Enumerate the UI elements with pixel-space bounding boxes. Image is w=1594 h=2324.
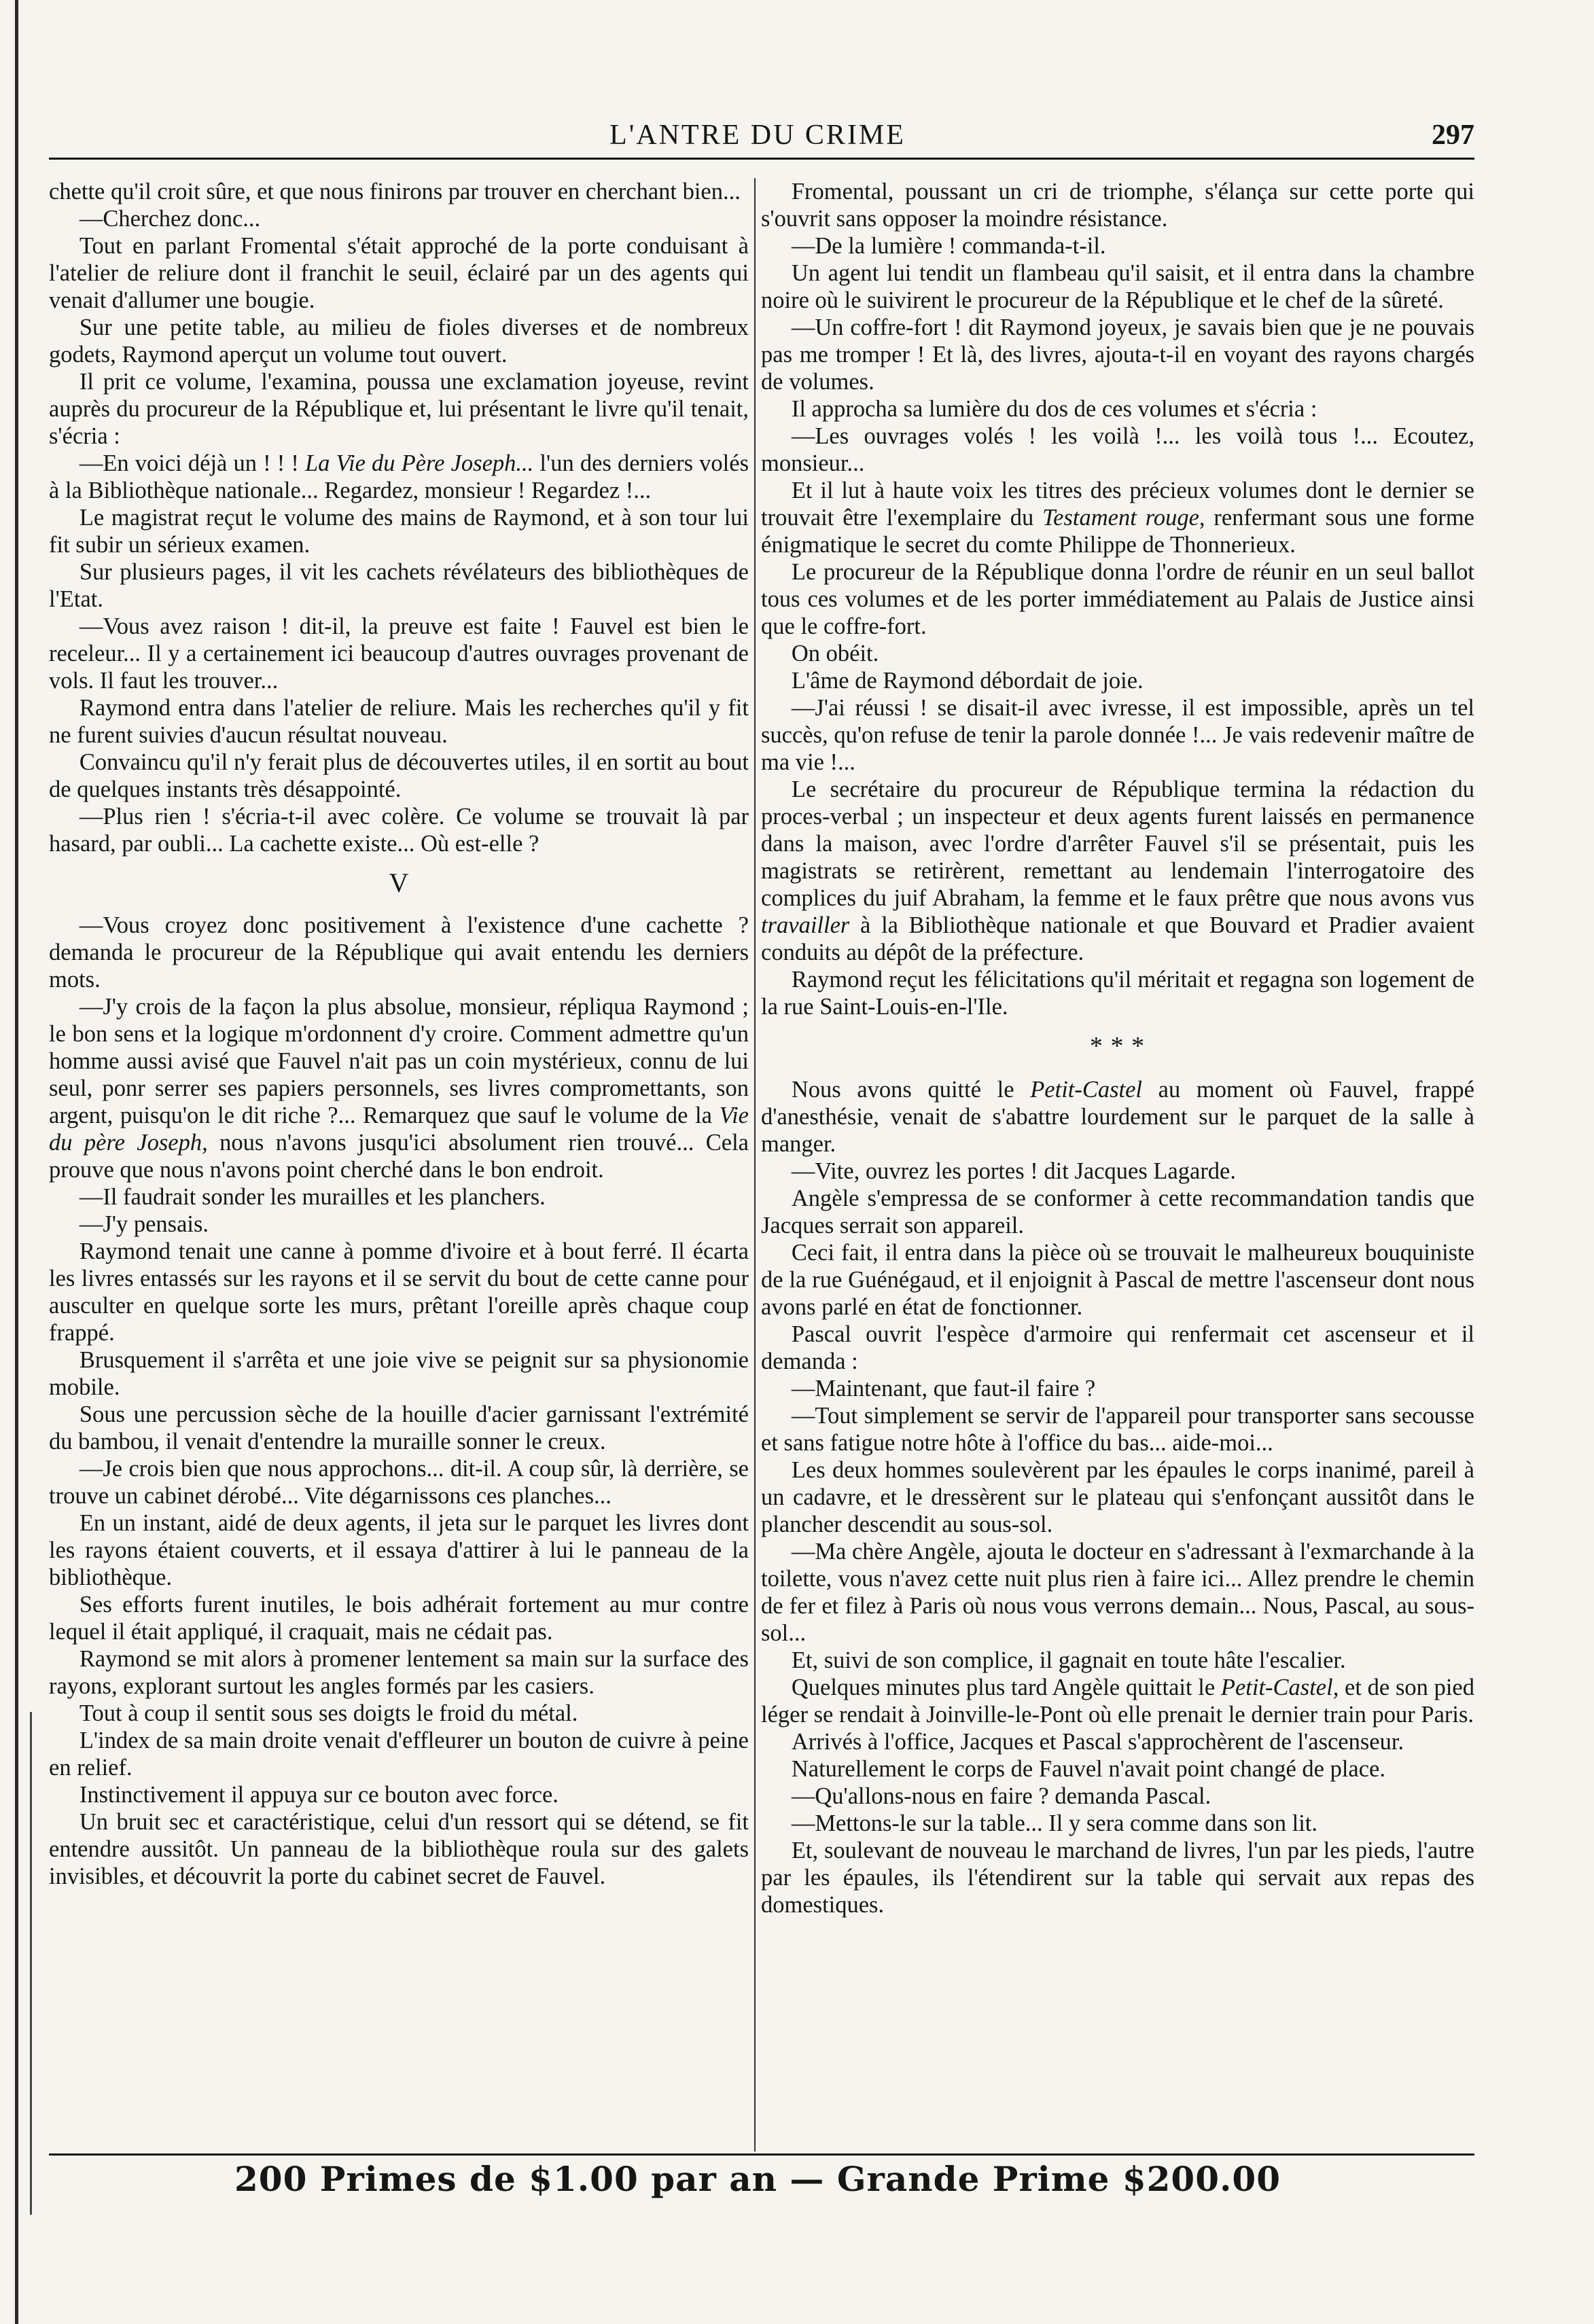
paragraph: chette qu'il croit sûre, et que nous finirons par trouver en cherchant bien... bbox=[49, 179, 741, 204]
paragraph: —Plus rien ! s'écria-t-il avec colère. Ce volume se trouvait là par hasard, par oubli... La cachette existe... Où est-elle ? bbox=[49, 804, 749, 857]
text-run: l'un des derniers volés à la Bibliothèque nationale... Regardez, monsieur ! Regardez !... bbox=[49, 450, 749, 503]
paragraph: Un bruit sec et caractéristique, celui d'un ressort qui se détend, se fit entendre aussitôt. Un panneau de la bibliothèque roula sur des galets invisibles, et découvrit la porte du cabinet secret de Fauvel. bbox=[49, 1809, 749, 1889]
paragraph: —Vite, ouvrez les portes ! dit Jacques Lagarde. bbox=[791, 1158, 1236, 1184]
paragraph: On obéit. bbox=[791, 641, 879, 666]
paragraph: Angèle s'empressa de se conformer à cette recommandation tandis que Jacques serrait son appareil. bbox=[761, 1185, 1474, 1238]
paragraph: Raymond reçut les félicitations qu'il méritait et regagna son logement de la rue Saint-Louis-en-l'Ile. bbox=[761, 967, 1474, 1020]
right-column bbox=[761, 178, 1474, 1918]
book-title: Testament rouge, bbox=[1042, 505, 1205, 531]
book-title: Vie du père Joseph, bbox=[49, 1103, 749, 1156]
footer-advertisement: 200 Primes de $1.00 par an — Grande Prime $200.00 bbox=[234, 2159, 1281, 2199]
text-run: nous n'avons jusqu'ici absolument rien trouvé... Cela prouve que nous n'avons point cherché dans le bon endroit. bbox=[49, 1130, 749, 1183]
left-margin-rule bbox=[15, 0, 18, 2324]
paragraph bbox=[761, 1674, 1474, 1728]
paragraph: Ceci fait, il entra dans la pièce où se trouvait le malheureux bouquiniste de la rue Guénégaud, et il enjoignit à Pascal de mettre l'ascenseur dont nous avons parlé en état de fonctionner. bbox=[761, 1240, 1474, 1320]
paragraph: —Maintenant, que faut-il faire ? bbox=[791, 1376, 1096, 1401]
page-header bbox=[41, 119, 1474, 160]
paragraph: Sur plusieurs pages, il vit les cachets révélateurs des bibliothèques de l'Etat. bbox=[49, 559, 749, 612]
text-run: à la Bibliothèque nationale et que Bouvard et Pradier avaient conduits au dépôt de la préfecture. bbox=[761, 912, 1474, 965]
text-run: renfermant sous une forme énigmatique le secret du comte Philippe de Thonnerieux. bbox=[761, 505, 1474, 558]
running-title: L'ANTRE DU CRIME bbox=[609, 120, 906, 151]
paragraph: Il approcha sa lumière du dos de ces volumes et s'écria : bbox=[791, 396, 1317, 422]
paragraph: Naturellement le corps de Fauvel n'avait point changé de place. bbox=[791, 1756, 1385, 1782]
paragraph: —Les ouvrages volés ! les voilà !... les voilà tous !... Ecoutez, monsieur... bbox=[761, 423, 1474, 476]
paragraph: Il prit ce volume, l'examina, poussa une exclamation joyeuse, revint auprès du procureur de la République et, lui présentant le livre qu'il tenait, s'écria : bbox=[49, 369, 749, 449]
left-margin-rule-inner bbox=[30, 1712, 32, 2215]
paragraph: Et, suivi de son complice, il gagnait en toute hâte l'escalier. bbox=[791, 1647, 1346, 1673]
paragraph: —J'y pensais. bbox=[79, 1211, 209, 1237]
paragraph: L'index de sa main droite venait d'effleurer un bouton de cuivre à peine en relief. bbox=[49, 1728, 749, 1781]
chapter-section-number: V bbox=[389, 868, 409, 898]
paragraph: —Un coffre-fort ! dit Raymond joyeux, je savais bien que je ne pouvais pas me tromper ! Et là, des livres, ajouta-t-il en voyant des rayons chargés de volumes. bbox=[761, 315, 1474, 395]
paragraph: Ses efforts furent inutiles, le bois adhérait fortement au mur contre lequel il était appliqué, il craquait, mais ne cédait pas. bbox=[49, 1592, 749, 1645]
text-run: Et il lut à haute voix les titres des précieux volumes dont le dernier se trouvait être l'exemplaire du bbox=[761, 478, 1474, 531]
text-run: Nous avons quitté le bbox=[791, 1077, 1031, 1103]
paragraph: Raymond entra dans l'atelier de reliure. Mais les recherches qu'il y fit ne furent suivies d'aucun résultat nouveau. bbox=[49, 695, 749, 748]
paragraph: Les deux hommes soulevèrent par les épaules le corps inanimé, pareil à un cadavre, et le dressèrent sur le plateau qui s'enfonçant aussitôt dans le plancher descendit au sous-sol. bbox=[761, 1457, 1474, 1537]
footer-rule bbox=[49, 2153, 1474, 2156]
paragraph: Raymond se mit alors à promener lentement sa main sur la surface des rayons, explorant surtout les angles formés par les casiers. bbox=[49, 1646, 749, 1699]
header-rule bbox=[49, 158, 1474, 160]
paragraph: Tout en parlant Fromental s'était approché de la porte conduisant à l'atelier de reliure dont il franchit le seuil, éclairé par un des agents qui venait d'allumer une bougie. bbox=[49, 233, 749, 313]
paragraph: —Qu'allons-nous en faire ? demanda Pascal. bbox=[791, 1783, 1211, 1809]
paragraph: Un agent lui tendit un flambeau qu'il saisit, et il entra dans la chambre noire où le suivirent le procureur de la République et le chef de la sûreté. bbox=[761, 260, 1474, 313]
paragraph: —Il faudrait sonder les murailles et les planchers. bbox=[79, 1184, 546, 1210]
paragraph: Tout à coup il sentit sous ses doigts le froid du métal. bbox=[79, 1700, 578, 1726]
paragraph: Brusquement il s'arrêta et une joie vive se peignit sur sa physionomie mobile. bbox=[49, 1347, 749, 1400]
book-title: La Vie du Père Joseph... bbox=[304, 450, 534, 476]
column-divider bbox=[754, 178, 756, 2151]
text-run: au moment où Fauvel, frappé d'anesthésie, venait de s'abattre lourdement sur le parquet de la salle à manger. bbox=[761, 1077, 1475, 1157]
paragraph: Arrivés à l'office, Jacques et Pascal s'approchèrent de l'ascenseur. bbox=[791, 1729, 1404, 1755]
paragraph bbox=[49, 450, 749, 504]
text-run: Quelques minutes plus tard Angèle quittait le bbox=[791, 1675, 1221, 1700]
paragraph: Et, soulevant de nouveau le marchand de livres, l'un par les pieds, l'autre par les épaules, ils l'étendirent sur la table qui servait aux repas des domestiques. bbox=[761, 1838, 1474, 1918]
paragraph bbox=[761, 776, 1474, 966]
paragraph bbox=[49, 993, 749, 1183]
paragraph: —Vous avez raison ! dit-il, la preuve est faite ! Fauvel est bien le receleur... Il y a certainement ici beaucoup d'autres ouvrages provenant de vols. Il faut les trouver... bbox=[49, 613, 749, 694]
paragraph bbox=[761, 477, 1474, 558]
paragraph: Sur une petite table, au milieu de fioles diverses et de nombreux godets, Raymond aperçut un volume tout ouvert. bbox=[49, 315, 749, 368]
paragraph: —Tout simplement se servir de l'appareil pour transporter sans secousse et sans fatigue notre hôte à l'office du bas... aide-moi... bbox=[761, 1403, 1474, 1456]
page-number: 297 bbox=[1432, 120, 1474, 151]
text-run: Le secrétaire du procureur de République termina la rédaction du proces-verbal ; un inspecteur et deux agents furent laissés en permanence dans la maison, avec l'ordre d'arrêter Fauvel s'il se présentait, puis les magistrats se retirèrent, remettant au lendemain l'interrogatoire des complices du juif Abraham, la femme et le faux prêtre que nous avons vus bbox=[761, 776, 1474, 911]
paragraph: Instinctivement il appuya sur ce bouton avec force. bbox=[79, 1782, 559, 1808]
paragraph: L'âme de Raymond débordait de joie. bbox=[791, 668, 1144, 694]
paragraph: —De la lumière ! commanda-t-il. bbox=[791, 233, 1106, 259]
place-name: Petit-Castel, bbox=[1220, 1675, 1339, 1700]
left-column bbox=[49, 178, 749, 1890]
paragraph: Pascal ouvrit l'espèce d'armoire qui renfermait cet ascenseur et il demanda : bbox=[761, 1321, 1474, 1374]
paragraph: Fromental, poussant un cri de triomphe, s'élança sur cette porte qui s'ouvrit sans opposer la moindre résistance. bbox=[761, 179, 1474, 232]
paragraph: —Vous croyez donc positivement à l'existence d'une cachette ? demanda le procureur de la République qui avait entendu les derniers mots. bbox=[49, 912, 749, 993]
paragraph bbox=[761, 1076, 1474, 1158]
text-run: —En voici déjà un ! ! ! bbox=[79, 450, 305, 476]
paragraph: Raymond tenait une canne à pomme d'ivoire et à bout ferré. Il écarta les livres entassés sur les rayons et il se servit du bout de cette canne pour ausculter en quelque sorte les murs, prêtant l'oreille après chaque coup frappé. bbox=[49, 1238, 749, 1346]
paragraph: Convaincu qu'il n'y ferait plus de découvertes utiles, il en sortit au bout de quelques instants très désappointé. bbox=[49, 749, 749, 802]
paragraph: Le procureur de la République donna l'ordre de réunir en un seul ballot tous ces volumes et de les porter immédiatement au Palais de Justice ainsi que le coffre-fort. bbox=[761, 559, 1474, 639]
paragraph: Sous une percussion sèche de la houille d'acier garnissant l'extrémité du bambou, il venait d'entendre la muraille sonner le creux. bbox=[49, 1401, 749, 1454]
place-name: Petit-Castel bbox=[1030, 1077, 1143, 1103]
paragraph: —J'ai réussi ! se disait-il avec ivresse, il est impossible, après un tel succès, qu'on refuse de tenir la parole donnée !... Je vais redevenir maître de ma vie !... bbox=[761, 695, 1474, 775]
text-run: —J'y crois de la façon la plus absolue, monsieur, répliqua Raymond ; le bon sens et la logique m'ordonnent d'y croire. Comment admettre qu'un homme aussi avisé que Fauvel n'ait pas un coin mystérieux, connu de lui seul, ponr serrer ses papiers personnels, ses livres compromettants, son argent, puisqu'on le dit riche ?... Remarquez que sauf le volume de la bbox=[49, 994, 749, 1128]
paragraph: —Je crois bien que nous approchons... dit-il. A coup sûr, là derrière, se trouve un cabinet dérobé... Vite dégarnissons ces planches... bbox=[49, 1456, 749, 1509]
paragraph: —Mettons-le sur la table... Il y sera comme dans son lit. bbox=[791, 1810, 1318, 1836]
paragraph: En un instant, aidé de deux agents, il jeta sur le parquet les livres dont les rayons étaient couverts, et il essaya d'attirer à lui le panneau de la bibliothèque. bbox=[49, 1510, 749, 1590]
paragraph: Le magistrat reçut le volume des mains de Raymond, et à son tour lui fit subir un sérieux examen. bbox=[49, 505, 749, 558]
section-separator-stars: * * * bbox=[1089, 1032, 1146, 1060]
emphasis: travailler bbox=[761, 912, 850, 938]
text-run: et de son pied léger se rendait à Joinville-le-Pont où elle prenait le dernier train pour Paris. bbox=[761, 1675, 1474, 1728]
paragraph: —Cherchez donc... bbox=[79, 206, 261, 232]
paragraph: —Ma chère Angèle, ajouta le docteur en s'adressant à l'exmarchande à la toilette, vous n'avez cette nuit plus rien à faire ici... Allez prendre le chemin de fer et filez à Paris où nous vous verrons demain... Nous, Pascal, au sous-sol... bbox=[761, 1539, 1474, 1646]
